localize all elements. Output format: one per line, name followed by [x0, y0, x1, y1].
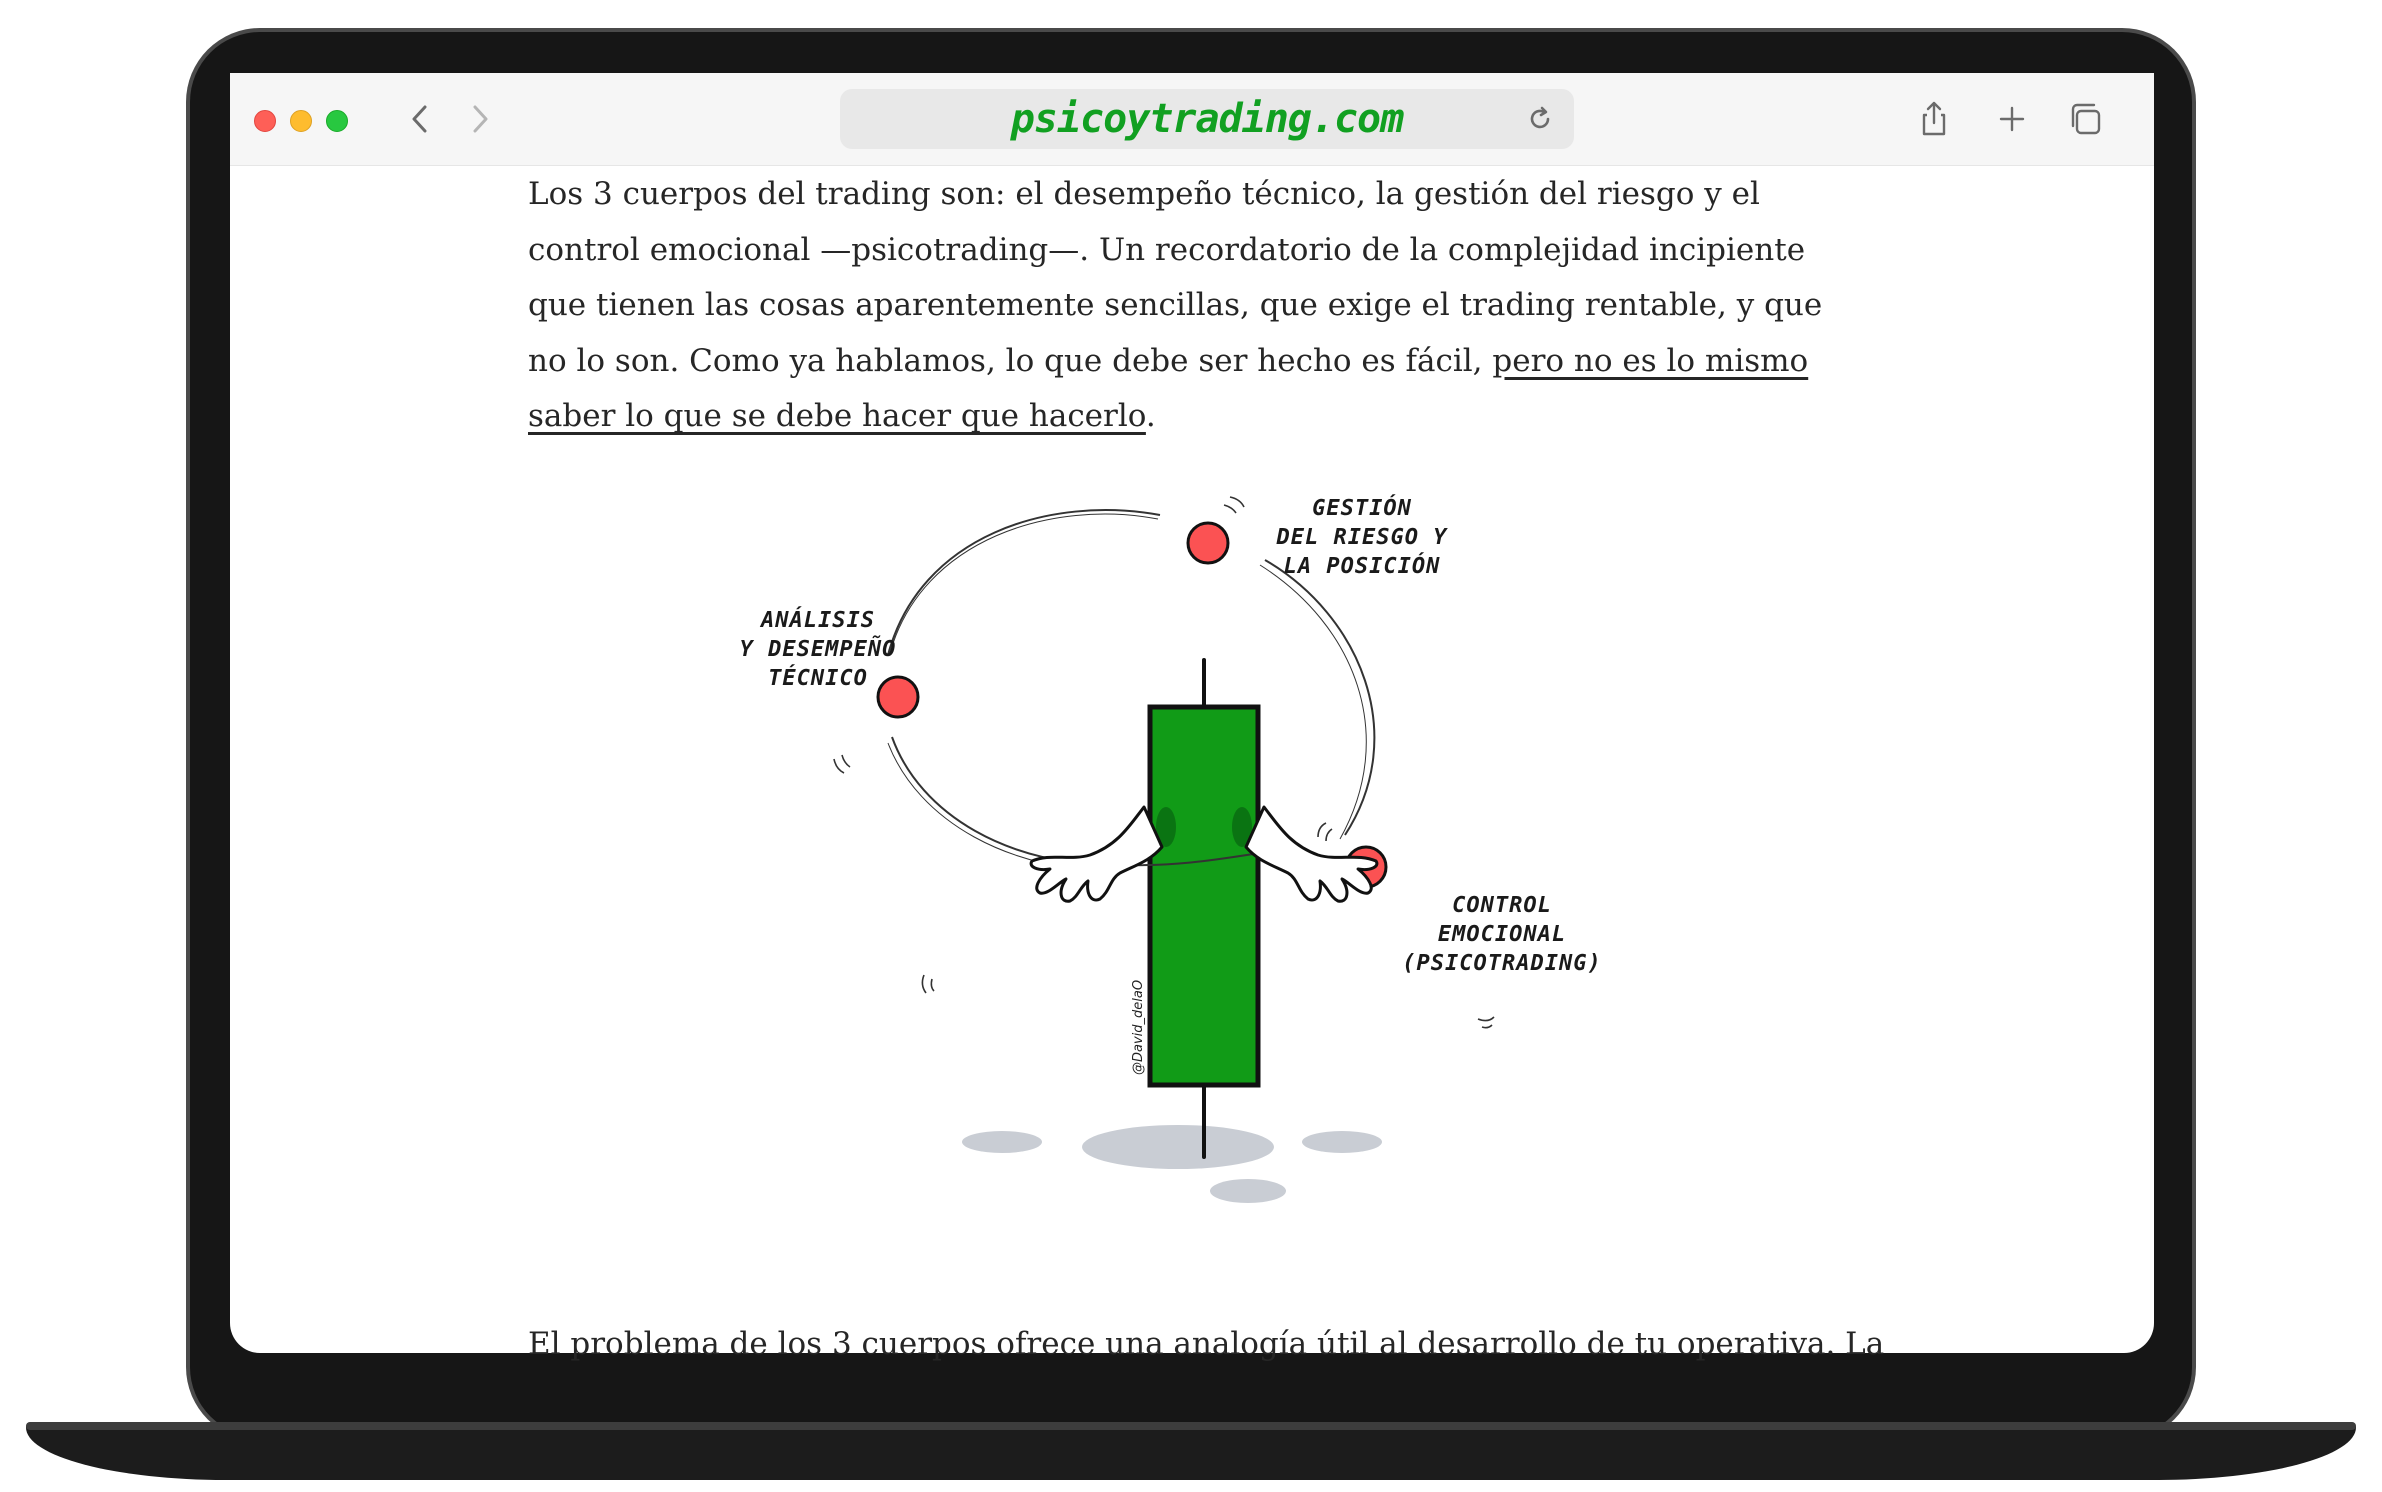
label-risk-line1: GESTIÓN — [1312, 496, 1412, 521]
browser-toolbar — [230, 73, 2154, 166]
label-analysis-line3: TÉCNICO — [768, 666, 868, 691]
browser-window — [230, 73, 2154, 1362]
juggle-arc — [888, 743, 1122, 871]
laptop-base — [26, 1422, 2356, 1480]
zoom-window-button[interactable] — [326, 110, 348, 132]
juggling-candle-illustration — [739, 475, 1750, 1215]
shadow — [1082, 1125, 1274, 1169]
close-window-button[interactable] — [254, 110, 276, 132]
green-candle-body — [1150, 707, 1258, 1085]
label-analysis-line1: ANÁLISIS — [761, 608, 875, 633]
forward-button[interactable] — [460, 99, 500, 139]
shadow — [962, 1131, 1042, 1153]
paragraph-text: Los 3 cuerpos del trading son: el desempeño técnico, la gestión del riesgo y el control emocional —psicotrading—. Un recordatorio de la complejidad incipiente que tienen las cosas aparentemente sencillas, que exige el trading rentable, y que no lo son. Como ya hablamos, lo que debe ser hecho es fácil, — [528, 176, 1823, 379]
artist-signature: @David_delaO — [1131, 979, 1146, 1075]
label-emotion-line3: (PSICOTRADING) — [1402, 951, 1602, 976]
motion-marks — [1224, 497, 1244, 513]
juggle-arc — [1260, 565, 1366, 839]
motion-marks — [1478, 1017, 1494, 1028]
chevron-left-icon — [410, 104, 430, 134]
motion-marks — [1318, 823, 1332, 841]
address-bar[interactable] — [840, 89, 1574, 149]
chevron-right-icon — [470, 104, 490, 134]
label-emotion-line2: EMOCIONAL — [1437, 922, 1567, 947]
paragraph-text-end: . — [1145, 398, 1156, 434]
juggle-arc — [1265, 560, 1374, 835]
label-analysis-line2: Y DESEMPEÑO — [739, 637, 897, 662]
tabs-overview-icon[interactable] — [2066, 99, 2106, 139]
plus-icon[interactable] — [1992, 99, 2032, 139]
minimize-window-button[interactable] — [290, 110, 312, 132]
back-button[interactable] — [400, 99, 440, 139]
reload-icon[interactable] — [1524, 103, 1556, 135]
page-content — [230, 165, 2154, 1362]
label-risk-line2: DEL RIESGO Y — [1276, 525, 1448, 550]
shadow — [1210, 1179, 1286, 1203]
left-hand — [1031, 807, 1162, 901]
share-icon[interactable] — [1914, 99, 1954, 139]
ball-risk — [1188, 523, 1228, 563]
laptop-base-top — [26, 1422, 2356, 1430]
juggle-arc — [890, 514, 1158, 653]
label-emotion-line1: CONTROL — [1452, 893, 1552, 918]
article-paragraph — [528, 167, 1868, 445]
shadow — [1302, 1131, 1382, 1153]
article-link[interactable]: pero no es lo mismo saber lo que se debe hacer que hacerlo — [528, 342, 1809, 434]
motion-marks — [834, 755, 850, 773]
label-risk-line3: LA POSICIÓN — [1283, 554, 1441, 579]
article-paragraph-2: El problema de los 3 cuerpos ofrece una analogía útil al desarrollo de tu operativa. La — [528, 1326, 1885, 1362]
motion-marks — [922, 975, 934, 993]
ball-analysis — [878, 677, 918, 717]
url-text: psicoytrading.com — [1010, 96, 1404, 142]
